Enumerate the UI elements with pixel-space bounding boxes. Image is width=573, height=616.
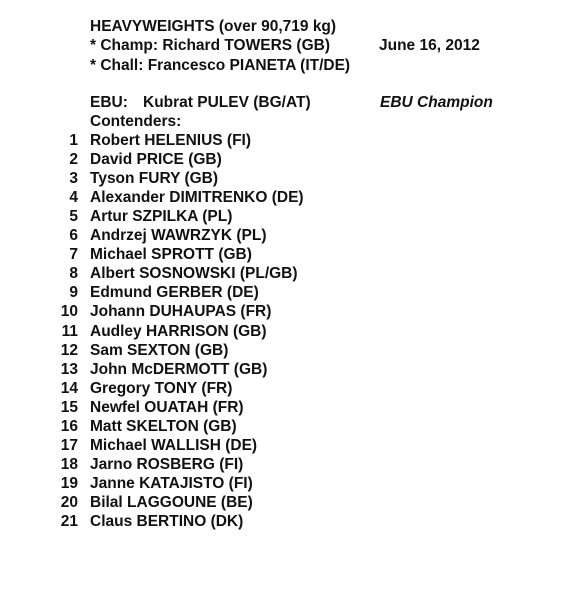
contender-rank: 1	[69, 132, 78, 149]
ebu-label: EBU:	[90, 94, 128, 111]
contender-name: Andrzej WAWRZYK (PL)	[90, 227, 267, 244]
contender-name: Artur SZPILKA (PL)	[90, 208, 233, 225]
contender-rank: 2	[69, 151, 78, 168]
ebu-champion-name: Kubrat PULEV (BG/AT)	[143, 94, 311, 111]
contender-rank: 18	[60, 456, 78, 473]
ranking-date: June 16, 2012	[379, 37, 480, 54]
contender-rank: 12	[60, 342, 78, 359]
contender-rank: 20	[60, 494, 78, 511]
contender-name: Michael WALLISH (DE)	[90, 437, 258, 454]
contender-rank: 15	[60, 399, 78, 416]
contender-rank: 10	[60, 303, 78, 320]
contender-name: Janne KATAJISTO (FI)	[90, 475, 253, 492]
contender-name: Claus BERTINO (DK)	[90, 513, 244, 530]
contender-rank: 7	[69, 246, 78, 263]
ebu-champion-title: EBU Champion	[380, 94, 493, 111]
contender-name: Bilal LAGGOUNE (BE)	[90, 494, 253, 511]
contender-rank: 9	[69, 284, 78, 301]
contender-rank: 13	[60, 361, 78, 378]
contender-name: Newfel OUATAH (FR)	[90, 399, 244, 416]
contender-rank: 8	[69, 265, 78, 282]
contender-rank: 4	[69, 189, 78, 206]
contender-rank: 17	[60, 437, 78, 454]
contender-name: Alexander DIMITRENKO (DE)	[90, 189, 304, 206]
contender-rank: 6	[69, 227, 78, 244]
contender-name: Audley HARRISON (GB)	[90, 323, 267, 340]
contender-name: Robert HELENIUS (FI)	[90, 132, 252, 149]
contender-name: Michael SPROTT (GB)	[90, 246, 252, 263]
contender-name: Albert SOSNOWSKI (PL/GB)	[90, 265, 298, 282]
contender-rank: 11	[61, 323, 78, 340]
contender-name: Edmund GERBER (DE)	[90, 284, 259, 301]
challenger-line: * Chall: Francesco PIANETA (IT/DE)	[90, 57, 351, 74]
contender-rank: 21	[60, 513, 78, 530]
champion-line: * Champ: Richard TOWERS (GB)	[90, 37, 330, 54]
contender-rank: 14	[60, 380, 78, 397]
contender-rank: 3	[69, 170, 78, 187]
contender-name: David PRICE (GB)	[90, 151, 222, 168]
contender-name: Sam SEXTON (GB)	[90, 342, 229, 359]
contender-rank: 19	[60, 475, 78, 492]
contender-name: Johann DUHAUPAS (FR)	[90, 303, 272, 320]
contender-name: Matt SKELTON (GB)	[90, 418, 237, 435]
contender-name: Jarno ROSBERG (FI)	[90, 456, 244, 473]
contenders-heading: Contenders:	[90, 113, 182, 130]
contender-name: Gregory TONY (FR)	[90, 380, 233, 397]
contender-rank: 5	[69, 208, 78, 225]
contender-name: Tyson FURY (GB)	[90, 170, 219, 187]
division-title: HEAVYWEIGHTS (over 90,719 kg)	[90, 18, 337, 35]
contender-rank: 16	[60, 418, 78, 435]
contender-name: John McDERMOTT (GB)	[90, 361, 268, 378]
